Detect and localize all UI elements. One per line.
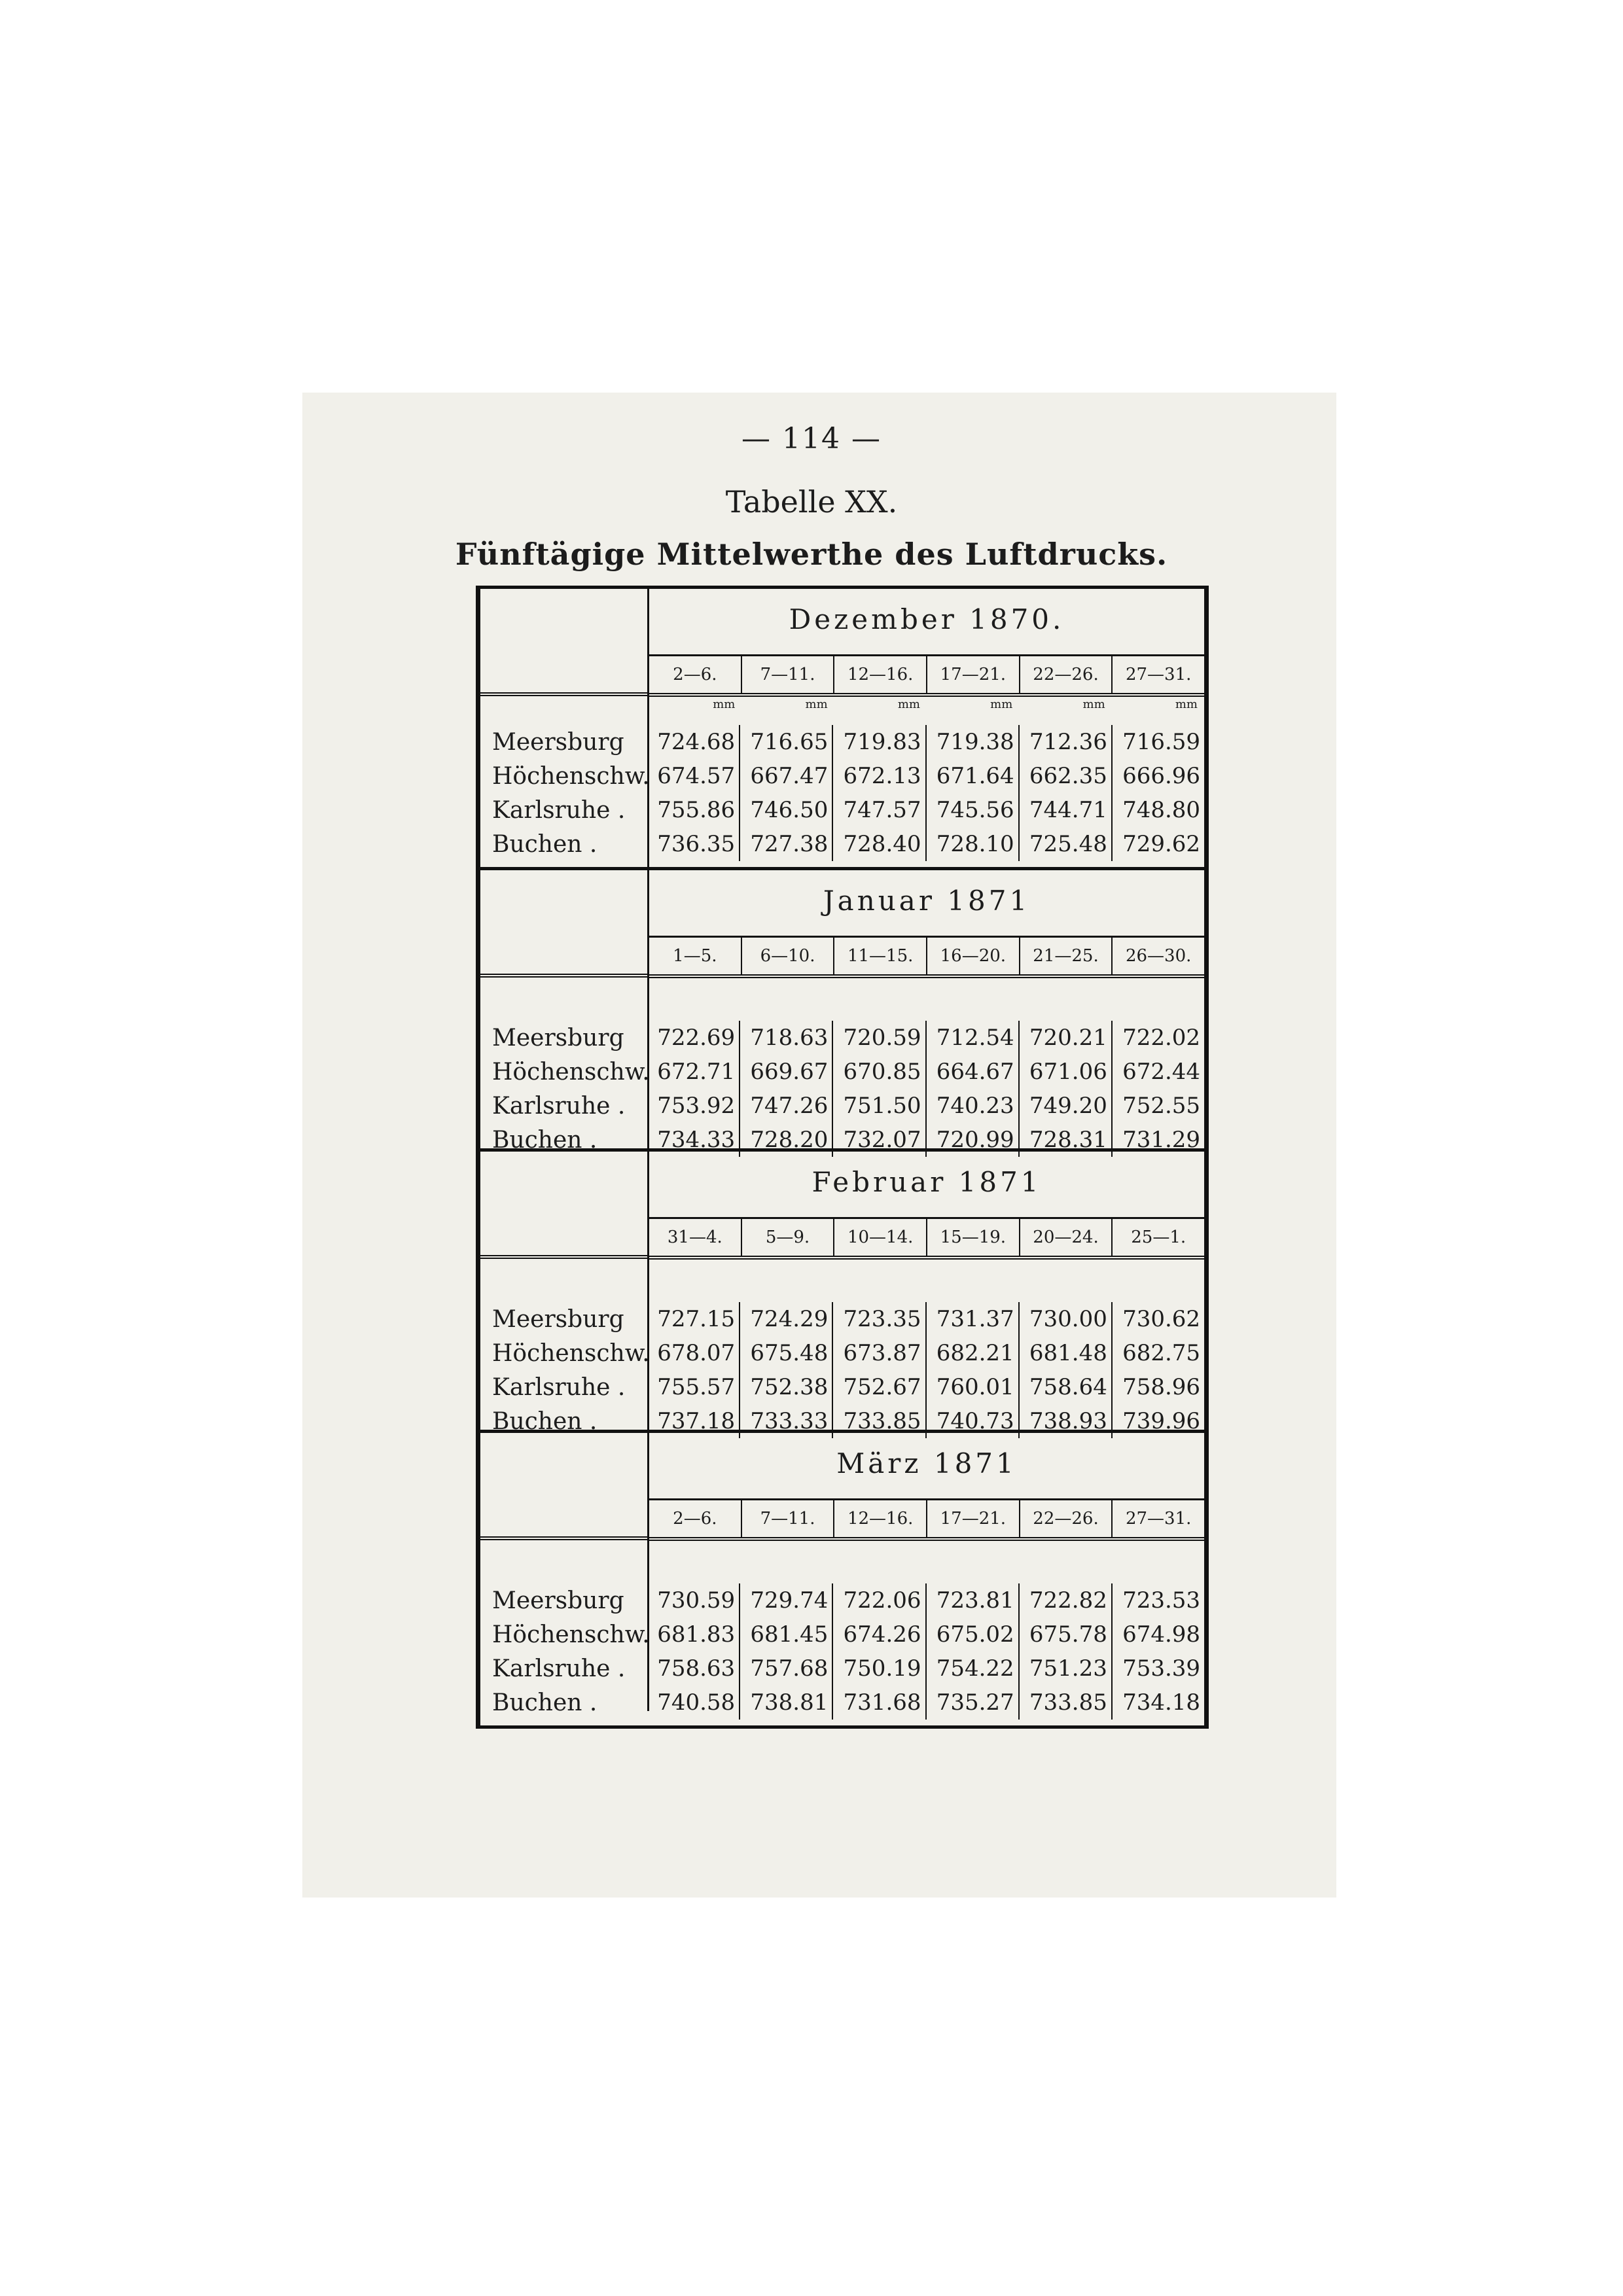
table-row: [480, 1055, 1204, 1089]
pressure-value: 727.38: [740, 827, 833, 861]
pressure-value: 662.35: [1020, 759, 1113, 793]
pressure-value: 675.78: [1020, 1617, 1113, 1651]
station-name: Karlsruhe .: [492, 1655, 626, 1682]
pressure-value: 740.58: [647, 1686, 740, 1720]
pressure-value: 666.96: [1122, 763, 1201, 789]
pressure-value: 728.10: [927, 827, 1020, 861]
month-block: [480, 867, 1204, 1154]
month-heading: Januar 1871: [823, 885, 1031, 917]
pressure-value: 732.07: [833, 1123, 926, 1157]
header-rule: [480, 974, 649, 978]
pressure-value: 720.21: [1020, 1021, 1113, 1055]
station-name: Buchen .: [492, 1126, 597, 1154]
header-rule: [480, 1255, 649, 1259]
pressure-value: 682.75: [1122, 1340, 1201, 1366]
data-block: [480, 1556, 1204, 1716]
period-header: 7—11.: [741, 1500, 834, 1537]
pressure-value: 669.67: [740, 1055, 833, 1089]
pressure-value: 731.68: [833, 1686, 926, 1720]
pressure-value: 738.93: [1020, 1404, 1113, 1438]
table-row: [480, 1021, 1204, 1055]
pressure-value: 752.67: [833, 1370, 926, 1404]
table-row: [480, 793, 1204, 827]
pressure-value: 753.39: [1122, 1655, 1201, 1682]
table-row: [480, 1686, 1204, 1720]
station-name: Höchenschw.: [492, 762, 650, 790]
pressure-value: 750.19: [833, 1651, 926, 1686]
pressure-value: 672.13: [833, 759, 926, 793]
pressure-value: 758.64: [1020, 1370, 1113, 1404]
pressure-value: 744.71: [1020, 793, 1113, 827]
table-row: [480, 725, 1204, 759]
table-row: [480, 1617, 1204, 1651]
period-header: 27—31.: [1111, 1500, 1204, 1537]
month-block: [480, 586, 1204, 867]
data-block: [480, 1275, 1204, 1435]
pressure-value: 748.80: [1122, 797, 1201, 823]
pressure-value: 675.02: [927, 1617, 1020, 1651]
pressure-value: 733.85: [833, 1404, 926, 1438]
pressure-value: 733.33: [740, 1404, 833, 1438]
pressure-value: 723.81: [927, 1583, 1020, 1617]
period-header-row: [649, 1498, 1204, 1541]
period-header: 6—10.: [741, 938, 834, 974]
pressure-value: 746.50: [740, 793, 833, 827]
pressure-value: 752.38: [740, 1370, 833, 1404]
data-block: [480, 712, 1204, 867]
pressure-value: 722.82: [1020, 1583, 1113, 1617]
pressure-value: 724.68: [647, 725, 740, 759]
period-header: 16—20.: [926, 938, 1019, 974]
pressure-value: 733.85: [1020, 1686, 1113, 1720]
pressure-value: 729.62: [1122, 831, 1201, 857]
pressure-value: 730.59: [647, 1583, 740, 1617]
pressure-value: 753.92: [647, 1089, 740, 1123]
table-row: [480, 1336, 1204, 1370]
station-name: Meersburg: [492, 1587, 624, 1614]
period-header: 22—26.: [1019, 656, 1112, 693]
pressure-value: 724.29: [740, 1302, 833, 1336]
period-header: 5—9.: [741, 1219, 834, 1256]
pressure-value: 749.20: [1020, 1089, 1113, 1123]
table-title: Fünftägige Mittelwerthe des Luftdrucks.: [455, 537, 1168, 572]
unit-label: mm: [713, 698, 736, 711]
pressure-value: 723.35: [833, 1302, 926, 1336]
table-label: Tabelle XX.: [725, 484, 898, 520]
pressure-value: 757.68: [740, 1651, 833, 1686]
pressure-value: 672.71: [647, 1055, 740, 1089]
table-bottom-rule: [476, 1725, 1209, 1729]
pressure-value: 754.22: [927, 1651, 1020, 1686]
pressure-value: 734.18: [1122, 1689, 1201, 1716]
pressure-value: 740.23: [927, 1089, 1020, 1123]
table-row: [480, 1583, 1204, 1617]
pressure-value: 729.74: [740, 1583, 833, 1617]
pressure-value: 674.26: [833, 1617, 926, 1651]
pressure-value: 731.37: [927, 1302, 1020, 1336]
pressure-value: 719.83: [833, 725, 926, 759]
station-name: Buchen .: [492, 1689, 597, 1716]
pressure-table: [476, 586, 1209, 1725]
period-header: 7—11.: [741, 656, 834, 693]
pressure-value: 681.48: [1020, 1336, 1113, 1370]
unit-label: mm: [805, 698, 828, 711]
pressure-value: 736.35: [647, 827, 740, 861]
pressure-value: 755.57: [647, 1370, 740, 1404]
pressure-value: 760.01: [927, 1370, 1020, 1404]
pressure-value: 728.31: [1020, 1123, 1113, 1157]
station-name: Karlsruhe .: [492, 1373, 626, 1401]
month-block: [480, 1430, 1204, 1716]
unit-label: mm: [897, 698, 920, 711]
pressure-value: 745.56: [927, 793, 1020, 827]
pressure-value: 681.83: [647, 1617, 740, 1651]
pressure-value: 738.81: [740, 1686, 833, 1720]
pressure-value: 751.50: [833, 1089, 926, 1123]
period-header: 2—6.: [673, 665, 717, 684]
station-name: Meersburg: [492, 728, 624, 756]
station-name: Karlsruhe .: [492, 1092, 626, 1120]
pressure-value: 751.23: [1020, 1651, 1113, 1686]
pressure-value: 720.99: [927, 1123, 1020, 1157]
data-block: [480, 993, 1204, 1154]
station-name: Karlsruhe .: [492, 796, 626, 824]
pressure-value: 722.02: [1122, 1025, 1201, 1051]
pressure-value: 719.38: [927, 725, 1020, 759]
pressure-value: 675.48: [740, 1336, 833, 1370]
table-row: [480, 1370, 1204, 1404]
pressure-value: 678.07: [647, 1336, 740, 1370]
station-name: Höchenschw.: [492, 1339, 650, 1367]
pressure-value: 682.21: [927, 1336, 1020, 1370]
pressure-value: 673.87: [833, 1336, 926, 1370]
pressure-value: 735.27: [927, 1686, 1020, 1720]
table-row: [480, 827, 1204, 861]
table-row: [480, 759, 1204, 793]
period-header: 12—16.: [833, 656, 926, 693]
station-name: Höchenschw.: [492, 1058, 650, 1086]
table-row: [480, 1651, 1204, 1686]
table-row: [480, 1089, 1204, 1123]
pressure-value: 716.65: [740, 725, 833, 759]
month-heading: März 1871: [836, 1447, 1017, 1479]
pressure-value: 674.98: [1122, 1621, 1201, 1648]
header-rule: [480, 692, 649, 696]
table-row: [480, 1302, 1204, 1336]
month-heading: Februar 1871: [812, 1166, 1042, 1198]
station-name: Buchen .: [492, 1407, 597, 1435]
unit-row: [649, 698, 1204, 711]
pressure-value: 752.55: [1122, 1093, 1201, 1119]
unit-label: mm: [1175, 698, 1198, 711]
pressure-value: 720.59: [833, 1021, 926, 1055]
station-name: Meersburg: [492, 1305, 624, 1333]
pressure-value: 739.96: [1122, 1408, 1201, 1434]
pressure-value: 667.47: [740, 759, 833, 793]
unit-label: mm: [1082, 698, 1105, 711]
pressure-value: 737.18: [647, 1404, 740, 1438]
pressure-value: 722.69: [647, 1021, 740, 1055]
pressure-value: 672.44: [1122, 1059, 1201, 1085]
period-header-row: [649, 1217, 1204, 1260]
period-header: 15—19.: [926, 1219, 1019, 1256]
pressure-value: 731.29: [1122, 1127, 1201, 1153]
pressure-value: 728.20: [740, 1123, 833, 1157]
period-header: 21—25.: [1019, 938, 1112, 974]
pressure-value: 740.73: [927, 1404, 1020, 1438]
pressure-value: 734.33: [647, 1123, 740, 1157]
pressure-value: 725.48: [1020, 827, 1113, 861]
header-rule: [480, 1536, 649, 1540]
pressure-value: 747.26: [740, 1089, 833, 1123]
pressure-value: 723.53: [1122, 1587, 1201, 1614]
station-name: Buchen .: [492, 830, 597, 858]
period-header: 17—21.: [926, 656, 1019, 693]
unit-label: mm: [990, 698, 1013, 711]
period-header: 12—16.: [833, 1500, 926, 1537]
pressure-value: 730.62: [1122, 1306, 1201, 1332]
period-header-row: [649, 936, 1204, 978]
pressure-value: 681.45: [740, 1617, 833, 1651]
period-header: 1—5.: [673, 946, 717, 966]
pressure-value: 727.15: [647, 1302, 740, 1336]
pressure-value: 671.06: [1020, 1055, 1113, 1089]
pressure-value: 716.59: [1122, 729, 1201, 755]
station-name: Höchenschw.: [492, 1621, 650, 1648]
period-header: 31—4.: [667, 1227, 722, 1247]
pressure-value: 730.00: [1020, 1302, 1113, 1336]
month-block: [480, 1148, 1204, 1435]
pressure-value: 722.06: [833, 1583, 926, 1617]
pressure-value: 755.86: [647, 793, 740, 827]
pressure-value: 671.64: [927, 759, 1020, 793]
period-header: 25—1.: [1111, 1219, 1204, 1256]
month-heading: Dezember 1870.: [789, 603, 1065, 635]
pressure-value: 670.85: [833, 1055, 926, 1089]
period-header: 11—15.: [833, 938, 926, 974]
pressure-value: 674.57: [647, 759, 740, 793]
period-header: 27—31.: [1111, 656, 1204, 693]
pressure-value: 712.36: [1020, 725, 1113, 759]
period-header: 20—24.: [1019, 1219, 1112, 1256]
period-header: 2—6.: [673, 1509, 717, 1528]
pressure-value: 728.40: [833, 827, 926, 861]
pressure-value: 664.67: [927, 1055, 1020, 1089]
pressure-value: 718.63: [740, 1021, 833, 1055]
pressure-value: 758.63: [647, 1651, 740, 1686]
page-number: — 114 —: [741, 422, 882, 455]
period-header: 22—26.: [1019, 1500, 1112, 1537]
period-header: 26—30.: [1111, 938, 1204, 974]
period-header-row: [649, 654, 1204, 697]
pressure-value: 758.96: [1122, 1374, 1201, 1400]
station-name: Meersburg: [492, 1024, 624, 1051]
pressure-value: 747.57: [833, 793, 926, 827]
period-header: 17—21.: [926, 1500, 1019, 1537]
pressure-value: 712.54: [927, 1021, 1020, 1055]
period-header: 10—14.: [833, 1219, 926, 1256]
